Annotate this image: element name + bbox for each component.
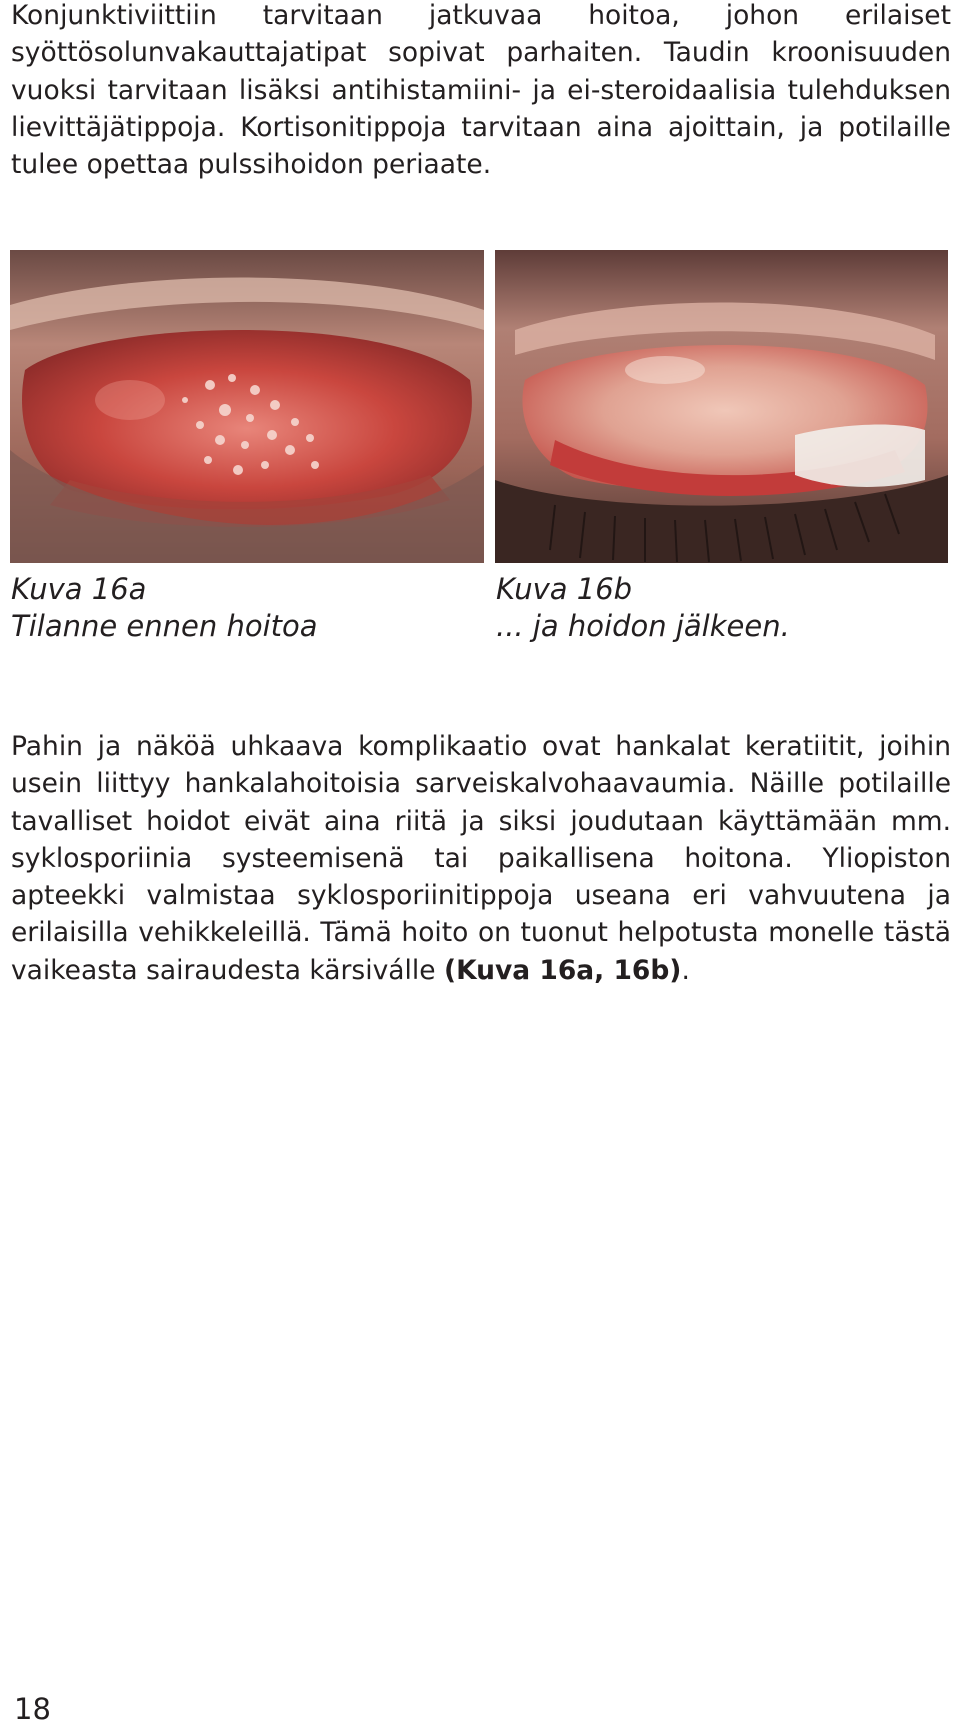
intro-paragraph: Konjunktiviittiin tarvitaan jatkuvaa hoitoa, johon erilaiset syöttösolunvakauttajatipat sopivat parhaiten. Taudin kroonisuuden vuoksi tarvitaan lisäksi antihistamiini- ja ei-steroidaalisia tulehduksen lievittäjätippoja. Kortisonitippoja tarvitaan aina ajoittain, ja potilaille tulee opettaa pulssihoidon periaate. xyxy=(11,0,951,181)
figure-16b-caption xyxy=(496,571,790,645)
figure-16a-label: Kuva 16a xyxy=(11,572,147,606)
figure-16b-label: Kuva 16b xyxy=(496,572,633,606)
figure-16a-image xyxy=(10,250,484,563)
figure-reference: (Kuva 16a, 16b) xyxy=(443,954,682,986)
figure-16a-description: Tilanne ennen hoitoa xyxy=(11,609,318,643)
page-number: 18 xyxy=(14,1692,51,1726)
figure-16a-caption xyxy=(11,571,318,645)
figure-16b-description: ... ja hoidon jälkeen. xyxy=(496,609,790,643)
figure-16b-image xyxy=(495,250,948,563)
complications-text: Pahin ja näköä uhkaava komplikaatio ovat hankalat keratiitit, joihin usein liittyy hankalahoitoisia sarveiskalvohaavaumia. Näille potilaille tavalliset hoidot eivät aina riitä ja siksi joudutaan käyttämään mm. syklosporiinia systeemisenä tai paikallisena hoitona. Yliopiston apteekki valmistaa syklosporiinitippoja useana eri vahvuutena ja erilaisilla vehikkeleillä. Tämä hoito on tuonut helpotusta monelle tästä vaikeasta sairaudesta kärsiválle xyxy=(11,731,951,986)
complications-paragraph xyxy=(11,728,951,989)
paragraph-end-punctuation: . xyxy=(681,954,690,986)
